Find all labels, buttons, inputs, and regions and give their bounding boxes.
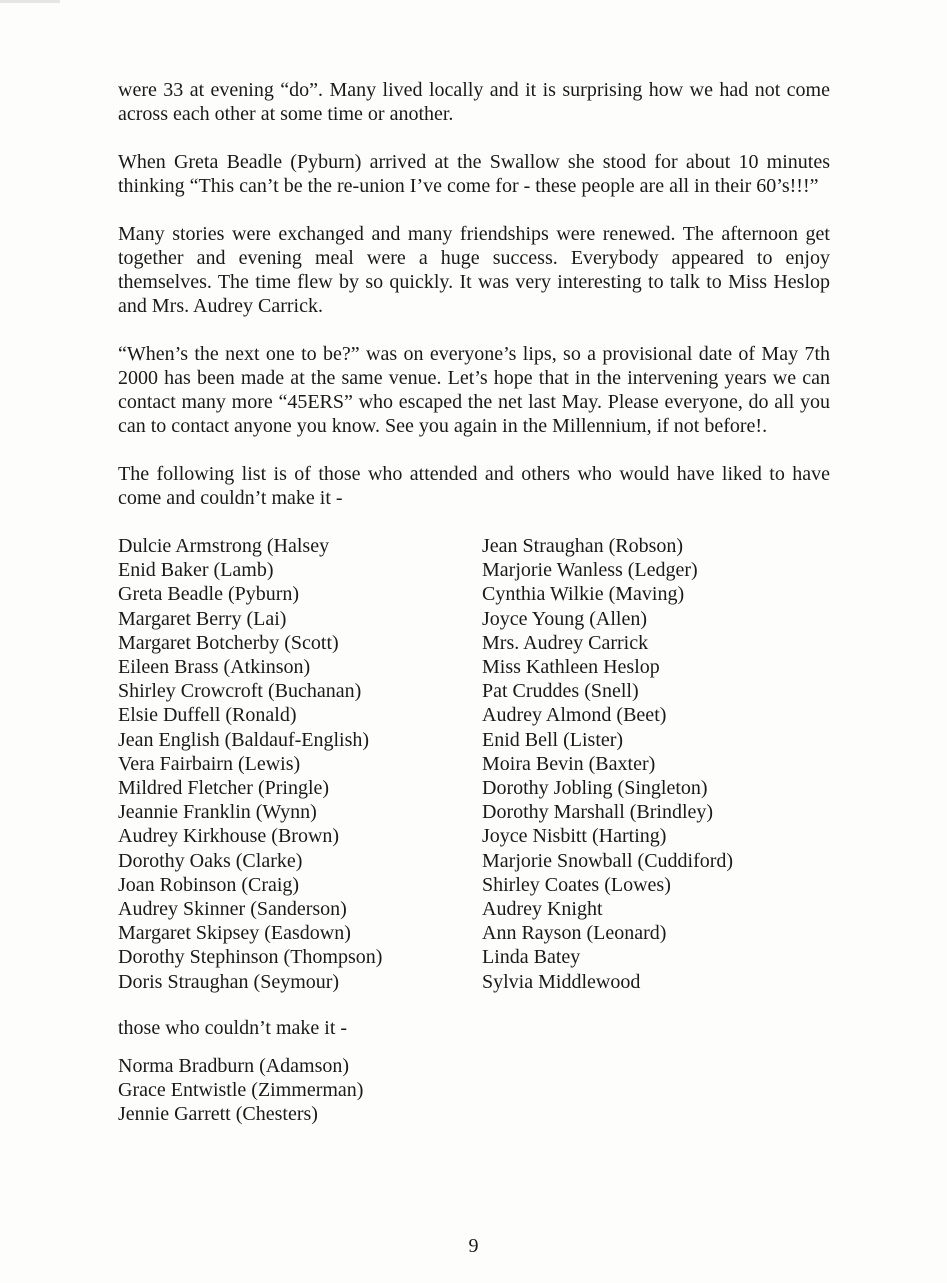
list-item: Marjorie Wanless (Ledger)	[482, 559, 698, 582]
list-item: Jean Straughan (Robson)	[482, 535, 684, 557]
list-item: Greta Beadle (Pyburn)	[118, 583, 300, 606]
list-item: Dorothy Oaks (Clarke)	[118, 849, 303, 872]
list-item: Mildred Fletcher (Pringle)	[118, 777, 330, 800]
list-item: Margaret Skipsey (Easdown)	[118, 922, 351, 945]
list-item: Eileen Brass (Atkinson)	[118, 656, 311, 679]
paragraph-stories: Many stories were exchanged and many friendships were renewed. The afternoon get together and evening meal were a huge success. Everybody appeared to enjoy themselves. The time flew by so quickly. It was very interesting to talk to Miss Heslop and Mrs. Audrey Carrick.	[118, 223, 830, 317]
list-item: Mrs. Audrey Carrick	[482, 631, 649, 654]
list-item: Enid Bell (Lister)	[482, 728, 624, 751]
list-item: Marjorie Snowball (Cuddiford)	[482, 849, 734, 872]
attendee-list	[118, 534, 830, 994]
list-item: Pat Cruddes (Snell)	[482, 680, 639, 703]
page-corner-mark	[0, 0, 60, 3]
list-item: Vera Fairbairn (Lewis)	[118, 752, 301, 775]
list-item: Grace Entwistle (Zimmerman)	[118, 1079, 364, 1102]
list-item: Margaret Botcherby (Scott)	[118, 631, 339, 654]
paragraph-greta-beadle: When Greta Beadle (Pyburn) arrived at the Swallow she stood for about 10 minutes thinking “This can’t be the re-union I’ve come for - these people are all in their 60’s!!!”	[118, 151, 830, 197]
list-item: Dorothy Jobling (Singleton)	[482, 777, 708, 800]
paragraph-next-reunion: “When’s the next one to be?” was on everyone’s lips, so a provisional date of May 7th 2000 has been made at the same venue. Let’s hope that in the intervening years we can contact many more “45ERS” who escaped the net last May. Please everyone, do all you can to contact anyone you know. See you again in the Millennium, if not before!.	[118, 343, 830, 437]
list-item: Enid Baker (Lamb)	[118, 559, 274, 582]
paragraph-evening-do: were 33 at evening “do”. Many lived locally and it is surprising how we had not come across each other at some time or another.	[118, 79, 830, 125]
list-item: Jeannie Franklin (Wynn)	[118, 801, 317, 824]
list-item: Jean English (Baldauf-English)	[118, 728, 370, 751]
list-item: Miss Kathleen Heslop	[482, 656, 660, 679]
list-item: Cynthia Wilkie (Maving)	[482, 583, 685, 606]
paragraph-list-intro: The following list is of those who attended and others who would have liked to have come and couldn’t make it -	[118, 463, 830, 509]
list-item: Linda Batey	[482, 946, 581, 969]
list-item: Audrey Almond (Beet)	[482, 704, 667, 727]
attendee-column-left	[118, 534, 482, 994]
list-item: Joyce Young (Allen)	[482, 607, 647, 630]
list-item: Moira Bevin (Baxter)	[482, 752, 656, 775]
absent-heading: those who couldn’t make it -	[118, 1016, 348, 1039]
list-item: Shirley Crowcroft (Buchanan)	[118, 680, 362, 703]
list-item: Audrey Skinner (Sanderson)	[118, 898, 347, 921]
list-item: Margaret Berry (Lai)	[118, 607, 287, 630]
list-item: Audrey Knight	[482, 898, 603, 921]
list-item: Shirley Coates (Lowes)	[482, 873, 671, 896]
list-item: Joyce Nisbitt (Harting)	[482, 825, 667, 848]
list-item: Dulcie Armstrong (Halsey	[118, 535, 330, 557]
list-item: Dorothy Stephinson (Thompson)	[118, 946, 383, 969]
list-item: Elsie Duffell (Ronald)	[118, 704, 297, 727]
list-item: Doris Straughan (Seymour)	[118, 970, 340, 993]
list-item: Sylvia Middlewood	[482, 970, 641, 993]
list-item: Dorothy Marshall (Brindley)	[482, 801, 714, 824]
list-item: Norma Bradburn (Adamson)	[118, 1054, 350, 1077]
list-item: Ann Rayson (Leonard)	[482, 922, 667, 945]
list-item: Jennie Garrett (Chesters)	[118, 1103, 318, 1126]
page-content	[118, 78, 830, 1126]
attendee-column-right	[482, 534, 830, 994]
absent-list	[118, 1054, 830, 1127]
list-item: Joan Robinson (Craig)	[118, 873, 300, 896]
page-number: 9	[468, 1235, 479, 1257]
list-item: Audrey Kirkhouse (Brown)	[118, 825, 340, 848]
